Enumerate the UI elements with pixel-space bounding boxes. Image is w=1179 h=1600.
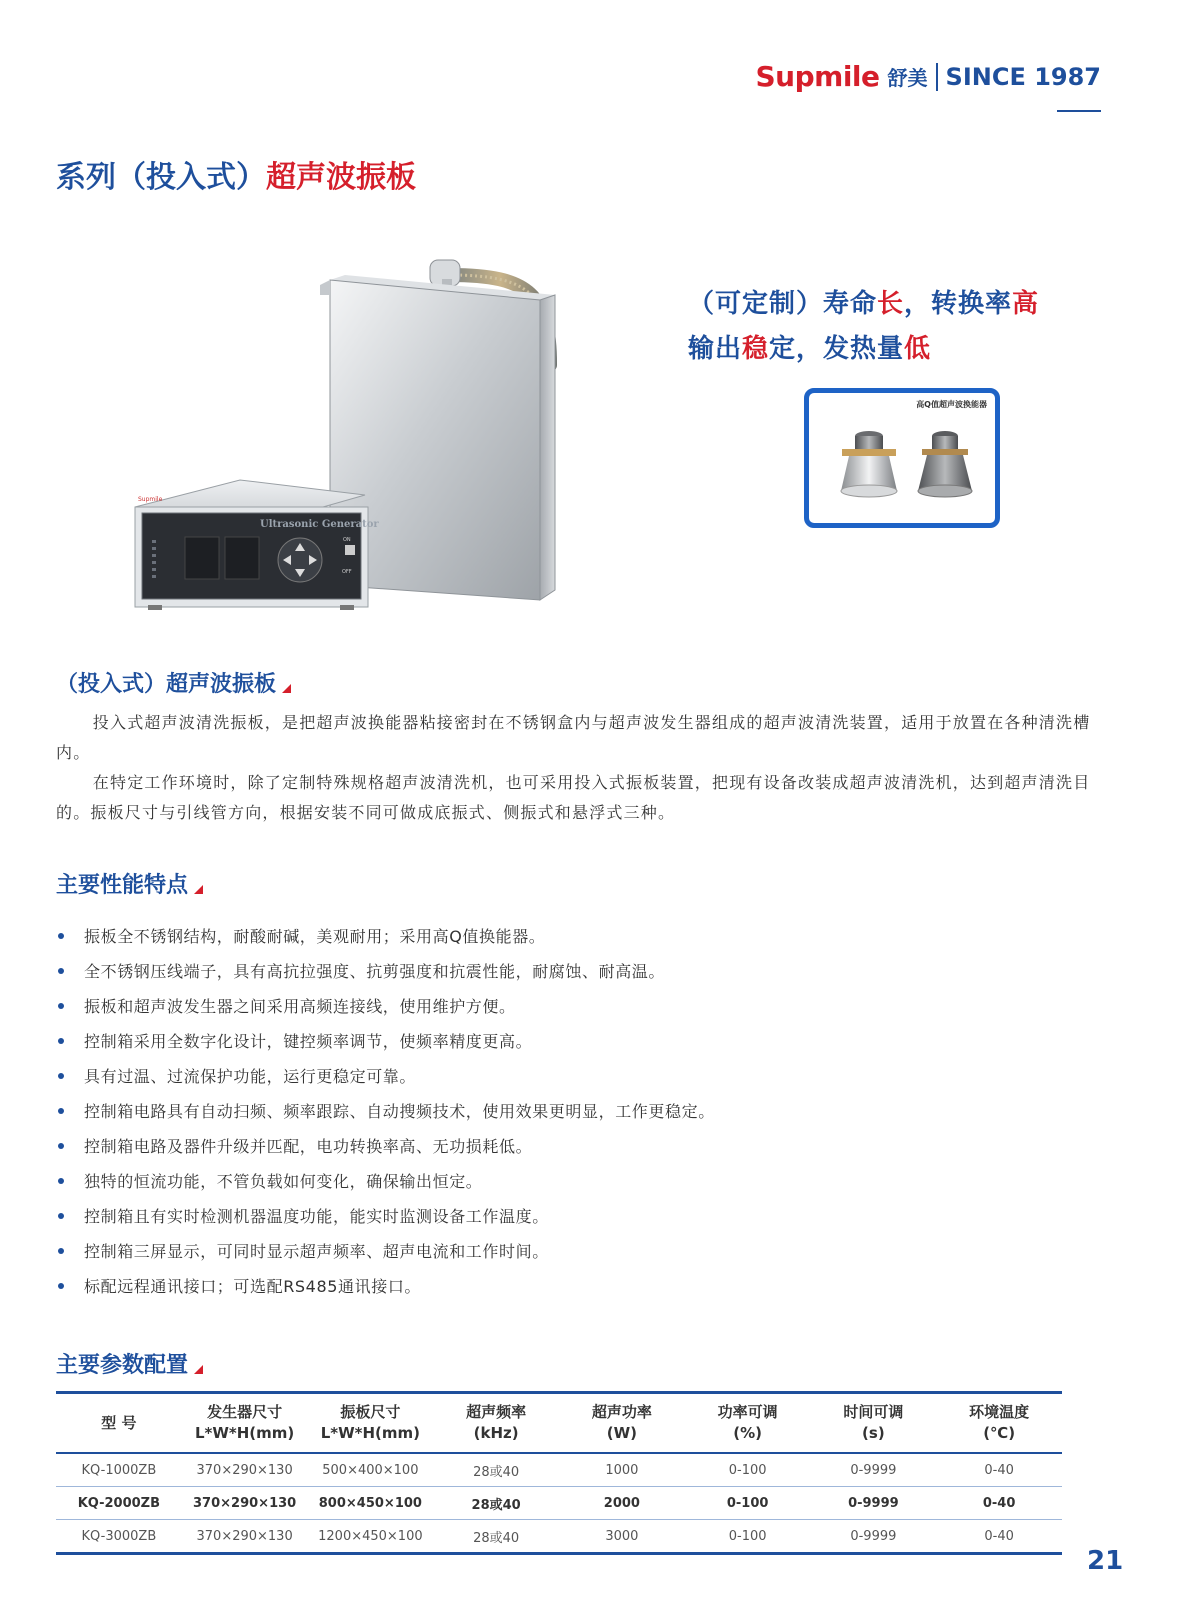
table-cell: 0-40	[982, 1495, 1016, 1511]
table-cell: 28或40	[473, 1530, 520, 1546]
feature-text: 振板和超声波发生器之间采用高频连接线，使用维护方便。	[84, 997, 516, 1016]
bullet-icon	[58, 1283, 64, 1289]
features-list	[56, 918, 1122, 1303]
tagline-1b: 长	[877, 289, 905, 319]
table-cell: 500×400×100	[322, 1462, 419, 1478]
feature-item	[56, 1093, 1122, 1128]
tagline-2d: 低	[904, 334, 932, 364]
feature-text: 独特的恒流功能，不管负载如何变化，确保输出恒定。	[84, 1172, 483, 1191]
bullet-icon	[58, 1073, 64, 1079]
table-cell: 2000	[603, 1495, 640, 1511]
feature-item	[56, 1163, 1122, 1198]
table-cell: 1000	[605, 1462, 639, 1478]
col-header: 功率可调 (%)	[685, 1393, 811, 1454]
heading-marker-icon	[194, 1365, 203, 1374]
brand-since: SINCE 1987	[945, 62, 1101, 91]
feature-item	[56, 953, 1122, 988]
table-header-row	[56, 1393, 1062, 1454]
table-cell: KQ-1000ZB	[81, 1462, 157, 1478]
tagline-1d: 高	[1012, 289, 1040, 319]
feature-text: 具有过温、过流保护功能，运行更稳定可靠。	[84, 1067, 417, 1086]
heading-marker-icon	[282, 684, 291, 693]
col-header: 型 号	[56, 1393, 182, 1454]
bullet-icon	[58, 968, 64, 974]
params-heading	[56, 1348, 203, 1379]
params-heading-text: 主要参数配置	[56, 1353, 189, 1378]
page-title-series: 系列（投入式）	[56, 160, 266, 195]
tagline-line-2	[688, 328, 931, 365]
table-cell: 1200×450×100	[318, 1528, 423, 1544]
generator-on-label: ON	[343, 537, 351, 543]
bullet-icon	[58, 1143, 64, 1149]
intro-heading-text: （投入式）超声波振板	[56, 672, 277, 697]
tagline-1c: ，转换率	[904, 289, 1013, 319]
feature-text: 控制箱电路具有自动扫频、频率跟踪、自动搜频技术，使用效果更明显，工作更稳定。	[84, 1102, 715, 1121]
table-cell: 3000	[605, 1528, 639, 1544]
params-table	[56, 1391, 1062, 1555]
feature-text: 控制箱电路及器件升级并匹配，电功转换率高、无功损耗低。	[84, 1137, 533, 1156]
col-header: 超声频率 (kHz)	[433, 1393, 559, 1454]
feature-text: 控制箱采用全数字化设计，键控频率调节，使频率精度更高。	[84, 1032, 533, 1051]
feature-item	[56, 988, 1122, 1023]
page-title-product: 超声波振板	[266, 160, 416, 195]
header-rule	[1057, 110, 1101, 112]
table-cell: KQ-3000ZB	[81, 1528, 157, 1544]
intro-heading	[56, 667, 291, 698]
heading-marker-icon	[194, 885, 203, 894]
table-cell: 0-100	[726, 1495, 769, 1511]
features-heading-text: 主要性能特点	[56, 873, 189, 898]
bullet-icon	[58, 1108, 64, 1114]
feature-item	[56, 918, 1122, 953]
transducer-image-box	[804, 388, 1000, 528]
bullet-icon	[58, 1248, 64, 1254]
brand-separator	[936, 63, 938, 91]
feature-text: 控制箱且有实时检测机器温度功能，能实时监测设备工作温度。	[84, 1207, 549, 1226]
col-header: 超声功率 (W)	[559, 1393, 685, 1454]
product-illustration	[130, 255, 590, 625]
tagline-line-1	[688, 283, 1039, 320]
table-cell: 0-100	[728, 1528, 767, 1544]
table-cell: 0-100	[728, 1462, 767, 1478]
page-title	[56, 152, 416, 196]
table-row	[56, 1487, 1062, 1520]
page-number: 21	[1087, 1546, 1124, 1576]
feature-item	[56, 1128, 1122, 1163]
table-cell: 28或40	[471, 1497, 521, 1513]
transducer-illustration	[827, 411, 987, 511]
table-cell: KQ-2000ZB	[77, 1495, 161, 1511]
transducer-label: 高Q值超声波换能器	[916, 400, 987, 409]
bullet-icon	[58, 1038, 64, 1044]
bullet-icon	[58, 1213, 64, 1219]
tagline-2a: 输出	[688, 334, 743, 364]
brand-cn-name: 舒美	[887, 66, 928, 90]
table-cell: 0-40	[984, 1462, 1014, 1478]
bullet-icon	[58, 1178, 64, 1184]
feature-item	[56, 1023, 1122, 1058]
feature-text: 振板全不锈钢结构，耐酸耐碱，美观耐用；采用高Q值换能器。	[84, 927, 546, 946]
table-cell: 28或40	[473, 1464, 520, 1480]
col-header: 时间可调 (s)	[811, 1393, 937, 1454]
feature-item	[56, 1268, 1122, 1303]
table-cell: 370×290×130	[193, 1495, 297, 1511]
bullet-icon	[58, 933, 64, 939]
feature-text: 标配远程通讯接口；可选配RS485通讯接口。	[84, 1277, 422, 1296]
features-heading	[56, 868, 203, 899]
table-row	[56, 1520, 1062, 1554]
table-cell: 0-9999	[850, 1462, 897, 1478]
feature-item	[56, 1233, 1122, 1268]
table-cell: 0-9999	[848, 1495, 899, 1511]
intro-text	[56, 708, 1122, 828]
generator-label: Ultrasonic Generator	[260, 519, 379, 530]
col-header: 发生器尺寸 L*W*H(mm)	[182, 1393, 308, 1454]
feature-text: 全不锈钢压线端子，具有高抗拉强度、抗剪强度和抗震性能，耐腐蚀、耐高温。	[84, 962, 666, 981]
brand-name: Supmile	[755, 60, 880, 93]
tagline-1a: （可定制）寿命	[688, 289, 878, 319]
generator-logo: Supmile	[138, 496, 163, 503]
table-cell: 0-40	[984, 1528, 1014, 1544]
intro-paragraph-2: 在特定工作环境时，除了定制特殊规格超声波清洗机，也可采用投入式振板装置，把现有设备改装成超声波清洗机，达到超声清洗目的。振板尺寸与引线管方向，根据安装不同可做成底振式、侧振式和悬浮式三种。	[56, 773, 1091, 822]
table-cell: 0-9999	[850, 1528, 897, 1544]
feature-item	[56, 1058, 1122, 1093]
col-header: 振板尺寸 L*W*H(mm)	[308, 1393, 434, 1454]
intro-paragraph-1: 投入式超声波清洗振板，是把超声波换能器粘接密封在不锈钢盒内与超声波发生器组成的超声波清洗装置，适用于放置在各种清洗槽内。	[56, 713, 1091, 762]
feature-item	[56, 1198, 1122, 1233]
brand-logo	[756, 60, 1101, 93]
feature-text: 控制箱三屏显示，可同时显示超声频率、超声电流和工作时间。	[84, 1242, 549, 1261]
col-header: 环境温度 (℃)	[936, 1393, 1062, 1454]
table-row	[56, 1453, 1062, 1487]
tagline-2c: 定，发热量	[769, 334, 905, 364]
table-cell: 370×290×130	[196, 1528, 293, 1544]
bullet-icon	[58, 1003, 64, 1009]
table-cell: 800×450×100	[318, 1495, 422, 1511]
tagline-2b: 稳	[742, 334, 770, 364]
generator-off-label: OFF	[342, 569, 352, 575]
table-cell: 370×290×130	[196, 1462, 293, 1478]
